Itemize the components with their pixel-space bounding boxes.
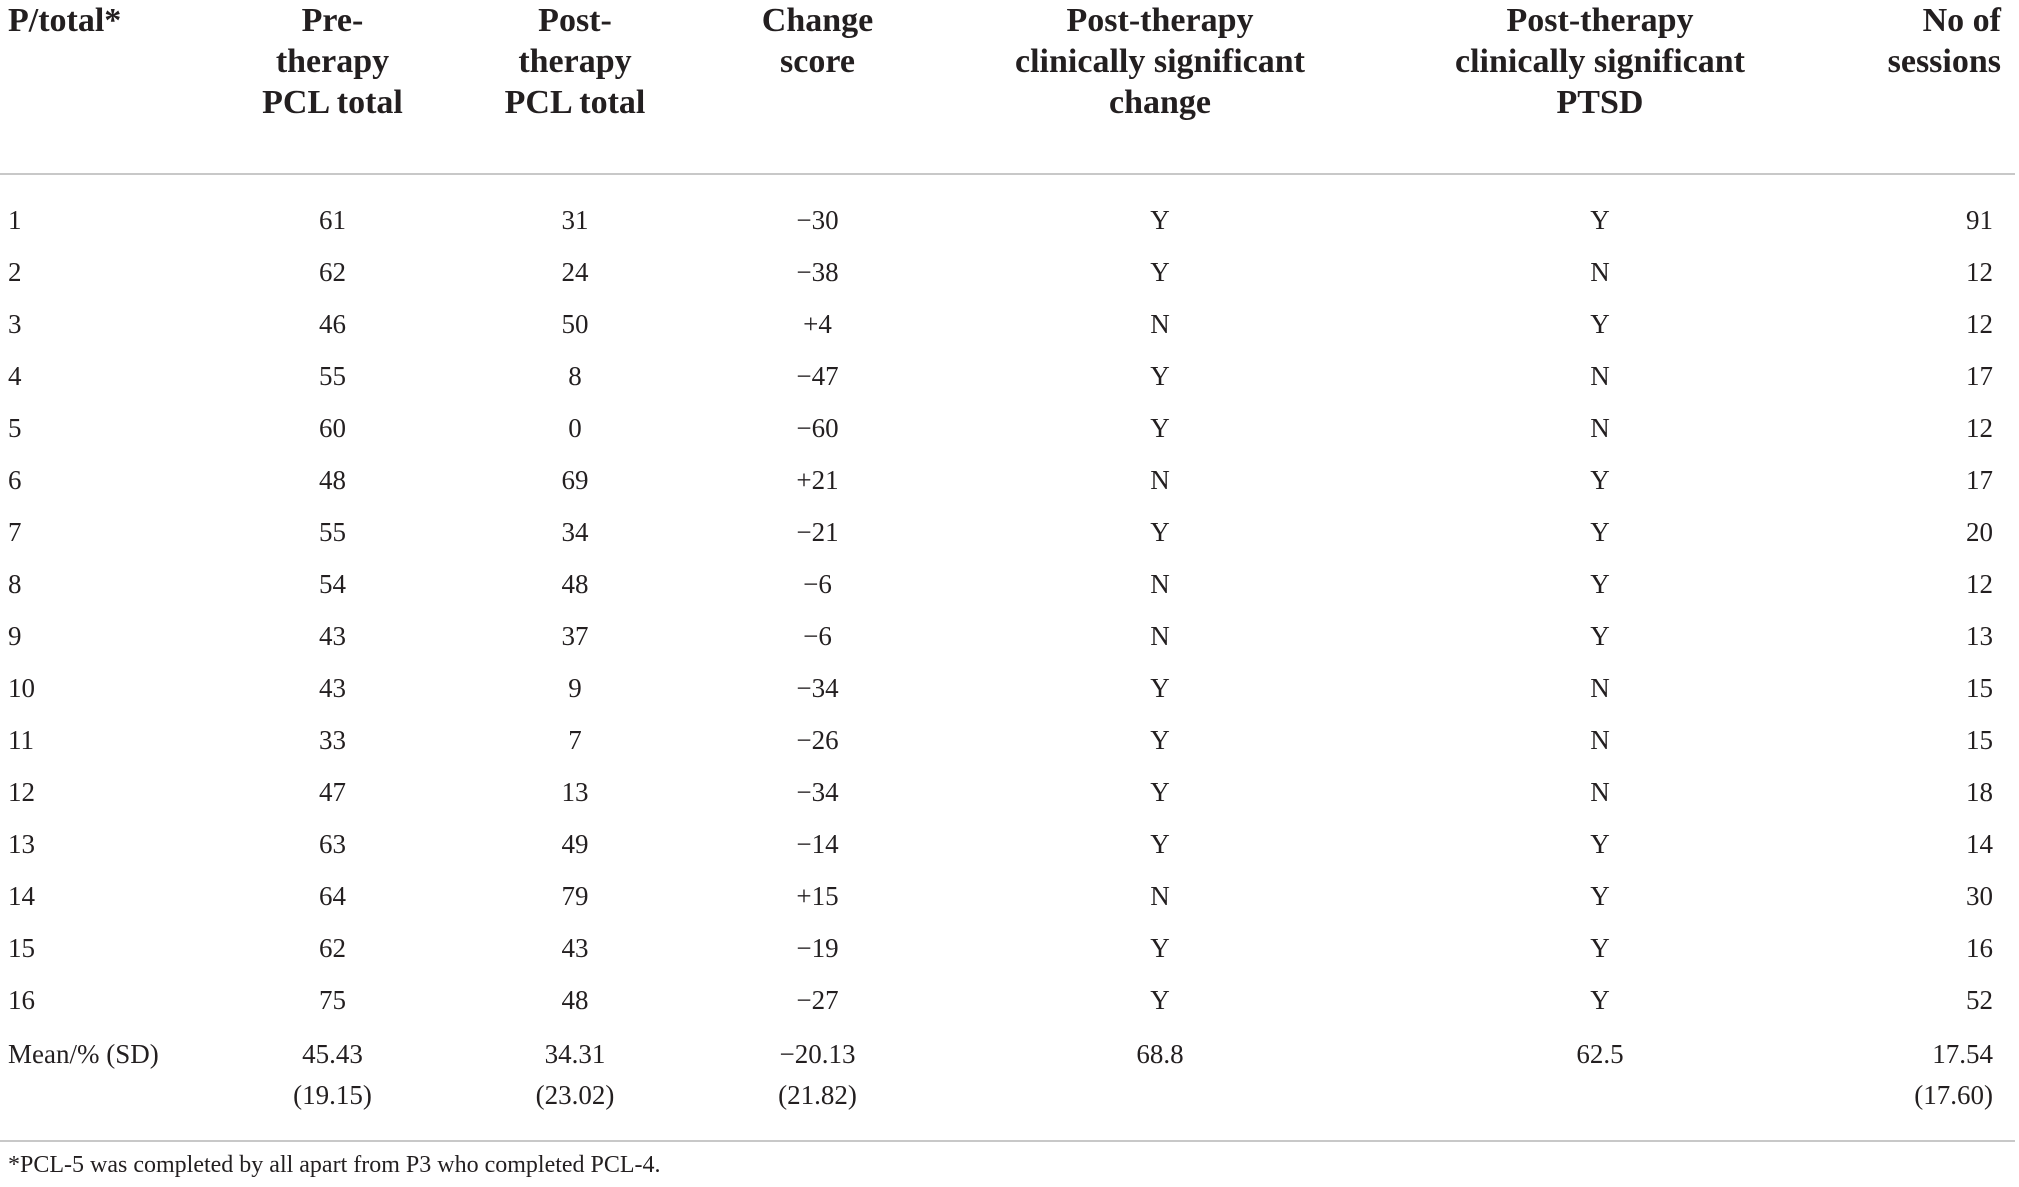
sessions-cell: 12 <box>1966 256 1993 287</box>
summary-post-pcl-cell <box>450 1026 700 1141</box>
change-score-cell: −47 <box>796 360 839 391</box>
header-line: No of <box>1922 2 2001 39</box>
change-score-cell: −6 <box>803 568 832 599</box>
sessions-cell: 12 <box>1966 568 1993 599</box>
post-pcl-cell: 8 <box>568 360 582 391</box>
post-pcl-cell: 79 <box>561 880 589 911</box>
summary-value: 17.54 <box>1932 1039 1993 1069</box>
pre-pcl-cell: 63 <box>319 828 346 859</box>
sig-ptsd-cell: Y <box>1590 308 1610 339</box>
header-line: P/total* <box>8 2 122 39</box>
post-pcl-cell: 48 <box>561 984 589 1015</box>
sig-change-cell: Y <box>1150 984 1170 1015</box>
sig-change-cell: N <box>1150 880 1170 911</box>
sessions-cell: 30 <box>1966 880 1993 911</box>
sig-ptsd-cell: Y <box>1590 516 1610 547</box>
sig-ptsd-cell: N <box>1590 412 1610 443</box>
header-line: change <box>1109 84 1211 121</box>
header-line: therapy <box>518 43 632 80</box>
header-line: Post-therapy <box>1506 2 1694 39</box>
table-row <box>0 662 2015 714</box>
sig-change-cell: Y <box>1150 672 1170 703</box>
summary-sessions-cell <box>1815 1026 2015 1141</box>
pre-pcl-cell: 48 <box>319 464 346 495</box>
sig-ptsd-cell: Y <box>1590 568 1610 599</box>
pre-pcl-cell: 75 <box>319 984 346 1015</box>
sig-change-cell: N <box>1150 568 1170 599</box>
sessions-cell: 12 <box>1966 412 1993 443</box>
sig-change-cell: Y <box>1150 776 1170 807</box>
header-line: Pre- <box>301 2 364 39</box>
participant-cell: 8 <box>8 568 22 599</box>
pre-pcl-cell: 33 <box>319 724 346 755</box>
sig-ptsd-cell: Y <box>1590 880 1610 911</box>
summary-value: 34.31 <box>544 1039 606 1069</box>
table-body <box>0 174 2015 1141</box>
table-header <box>0 0 2015 174</box>
change-score-cell: −30 <box>796 204 839 235</box>
header-clinically-significant-change <box>935 0 1385 174</box>
sessions-cell: 20 <box>1966 516 1993 547</box>
pre-pcl-cell: 55 <box>319 516 346 547</box>
post-pcl-cell: 48 <box>561 568 589 599</box>
header-line: PCL total <box>262 84 403 121</box>
pre-pcl-cell: 55 <box>319 360 346 391</box>
change-score-cell: −27 <box>796 984 839 1015</box>
sig-ptsd-cell: Y <box>1590 828 1610 859</box>
change-score-cell: −14 <box>796 828 839 859</box>
table-row <box>0 506 2015 558</box>
table-row <box>0 174 2015 246</box>
change-score-cell: −26 <box>796 724 839 755</box>
table-row <box>0 714 2015 766</box>
pre-pcl-cell: 62 <box>319 256 346 287</box>
sessions-cell: 91 <box>1966 204 1993 235</box>
sessions-cell: 17 <box>1966 360 1993 391</box>
change-score-cell: +4 <box>803 308 832 339</box>
participant-cell: 12 <box>8 776 35 807</box>
table-row <box>0 766 2015 818</box>
summary-value: Mean/% (SD) <box>8 1039 159 1069</box>
sig-ptsd-cell: N <box>1590 672 1610 703</box>
sig-change-cell: Y <box>1150 360 1170 391</box>
sessions-cell: 15 <box>1966 672 1993 703</box>
participant-cell: 9 <box>8 620 22 651</box>
change-score-cell: −19 <box>796 932 839 963</box>
change-score-cell: −38 <box>796 256 839 287</box>
sessions-cell: 13 <box>1966 620 1993 651</box>
sig-ptsd-cell: N <box>1590 360 1610 391</box>
header-row <box>0 0 2015 174</box>
sig-ptsd-cell: N <box>1590 256 1610 287</box>
table-row <box>0 870 2015 922</box>
header-line: Change <box>761 2 874 39</box>
summary-row <box>0 1026 2015 1141</box>
pre-pcl-cell: 64 <box>319 880 346 911</box>
sig-change-cell: N <box>1150 308 1170 339</box>
sig-change-cell: N <box>1150 464 1170 495</box>
sig-change-cell: Y <box>1150 724 1170 755</box>
table-row <box>0 454 2015 506</box>
summary-value: 45.43 <box>302 1039 363 1069</box>
participant-cell: 13 <box>8 828 35 859</box>
pre-pcl-cell: 60 <box>319 412 346 443</box>
change-score-cell: −34 <box>796 672 839 703</box>
sig-change-cell: Y <box>1150 256 1170 287</box>
pre-pcl-cell: 43 <box>319 620 346 651</box>
participant-cell: 1 <box>8 204 22 235</box>
table-row <box>0 922 2015 974</box>
post-pcl-cell: 9 <box>568 672 582 703</box>
sig-ptsd-cell: Y <box>1590 204 1610 235</box>
participant-cell: 14 <box>8 880 35 911</box>
sig-change-cell: Y <box>1150 932 1170 963</box>
change-score-cell: +15 <box>796 880 839 911</box>
sessions-cell: 14 <box>1966 828 1993 859</box>
post-pcl-cell: 0 <box>568 412 582 443</box>
header-line: PTSD <box>1556 84 1644 121</box>
summary-sd: (19.15) <box>293 1080 372 1110</box>
summary-sd: (17.60) <box>1914 1080 1993 1110</box>
summary-value: 62.5 <box>1576 1039 1624 1069</box>
sig-ptsd-cell: N <box>1590 776 1610 807</box>
change-score-cell: −34 <box>796 776 839 807</box>
table-footnote: *PCL-5 was completed by all apart from P3 who completed PCL-4. <box>8 1152 661 1178</box>
post-pcl-cell: 7 <box>568 724 582 755</box>
header-clinically-significant-ptsd <box>1385 0 1815 174</box>
table-row <box>0 558 2015 610</box>
pre-pcl-cell: 47 <box>319 776 346 807</box>
pre-pcl-cell: 61 <box>319 204 346 235</box>
post-pcl-cell: 31 <box>561 204 589 235</box>
sessions-cell: 15 <box>1966 724 1993 755</box>
header-line: Post- <box>538 2 612 39</box>
header-line: Post-therapy <box>1066 2 1254 39</box>
sig-ptsd-cell: N <box>1590 724 1610 755</box>
post-pcl-cell: 69 <box>561 464 589 495</box>
change-score-cell: −60 <box>796 412 839 443</box>
sessions-cell: 12 <box>1966 308 1993 339</box>
header-line: clinically significant <box>1015 43 1305 80</box>
summary-value: −20.13 <box>779 1039 856 1069</box>
sig-ptsd-cell: Y <box>1590 984 1610 1015</box>
sessions-cell: 18 <box>1966 776 1993 807</box>
header-sessions <box>1815 0 2015 174</box>
post-pcl-cell: 49 <box>561 828 589 859</box>
participant-cell: 7 <box>8 516 22 547</box>
table-row <box>0 246 2015 298</box>
header-change-score <box>700 0 935 174</box>
table-row <box>0 402 2015 454</box>
participant-cell: 15 <box>8 932 35 963</box>
participant-cell: 3 <box>8 308 22 339</box>
participant-cell: 5 <box>8 412 22 443</box>
summary-value: 68.8 <box>1136 1039 1184 1069</box>
header-line: PCL total <box>504 84 646 121</box>
header-line: clinically significant <box>1455 43 1745 80</box>
sig-change-cell: Y <box>1150 204 1170 235</box>
participant-cell: 4 <box>8 360 22 391</box>
pre-pcl-cell: 46 <box>319 308 346 339</box>
sig-ptsd-cell: Y <box>1590 464 1610 495</box>
pre-pcl-cell: 62 <box>319 932 346 963</box>
header-post-therapy-pcl <box>450 0 700 174</box>
change-score-cell: −21 <box>796 516 839 547</box>
sig-ptsd-cell: Y <box>1590 932 1610 963</box>
sig-ptsd-cell: Y <box>1590 620 1610 651</box>
summary-sd: (23.02) <box>535 1080 615 1110</box>
post-pcl-cell: 37 <box>561 620 589 651</box>
post-pcl-cell: 34 <box>561 516 589 547</box>
participant-cell: 10 <box>8 672 35 703</box>
participant-cell: 16 <box>8 984 35 1015</box>
sig-change-cell: Y <box>1150 516 1170 547</box>
change-score-cell: −6 <box>803 620 832 651</box>
pre-pcl-cell: 54 <box>319 568 346 599</box>
sig-change-cell: N <box>1150 620 1170 651</box>
summary-pre-pcl-cell <box>215 1026 450 1141</box>
change-score-cell: +21 <box>796 464 839 495</box>
sig-change-cell: Y <box>1150 412 1170 443</box>
participant-cell: 6 <box>8 464 22 495</box>
sessions-cell: 16 <box>1966 932 1993 963</box>
summary-sd: (21.82) <box>778 1080 857 1110</box>
table-row <box>0 350 2015 402</box>
pre-pcl-cell: 43 <box>319 672 346 703</box>
summary-sig-change-cell <box>935 1026 1385 1141</box>
header-line: sessions <box>1887 43 2001 80</box>
post-pcl-cell: 24 <box>561 256 589 287</box>
post-pcl-cell: 13 <box>561 776 589 807</box>
participant-cell: 2 <box>8 256 22 287</box>
table-row <box>0 298 2015 350</box>
table-row <box>0 818 2015 870</box>
sessions-cell: 52 <box>1966 984 1993 1015</box>
header-line: therapy <box>275 43 390 80</box>
sessions-cell: 17 <box>1966 464 1993 495</box>
summary-change-score-cell <box>700 1026 935 1141</box>
summary-sig-ptsd-cell <box>1385 1026 1815 1141</box>
table-row <box>0 610 2015 662</box>
post-pcl-cell: 50 <box>561 308 589 339</box>
header-line: score <box>780 43 855 80</box>
header-pre-therapy-pcl <box>215 0 450 174</box>
header-participant <box>0 0 215 174</box>
table-row <box>0 974 2015 1026</box>
participant-cell: 11 <box>8 724 34 755</box>
post-pcl-cell: 43 <box>561 932 589 963</box>
sig-change-cell: Y <box>1150 828 1170 859</box>
summary-participant-cell <box>0 1026 215 1141</box>
